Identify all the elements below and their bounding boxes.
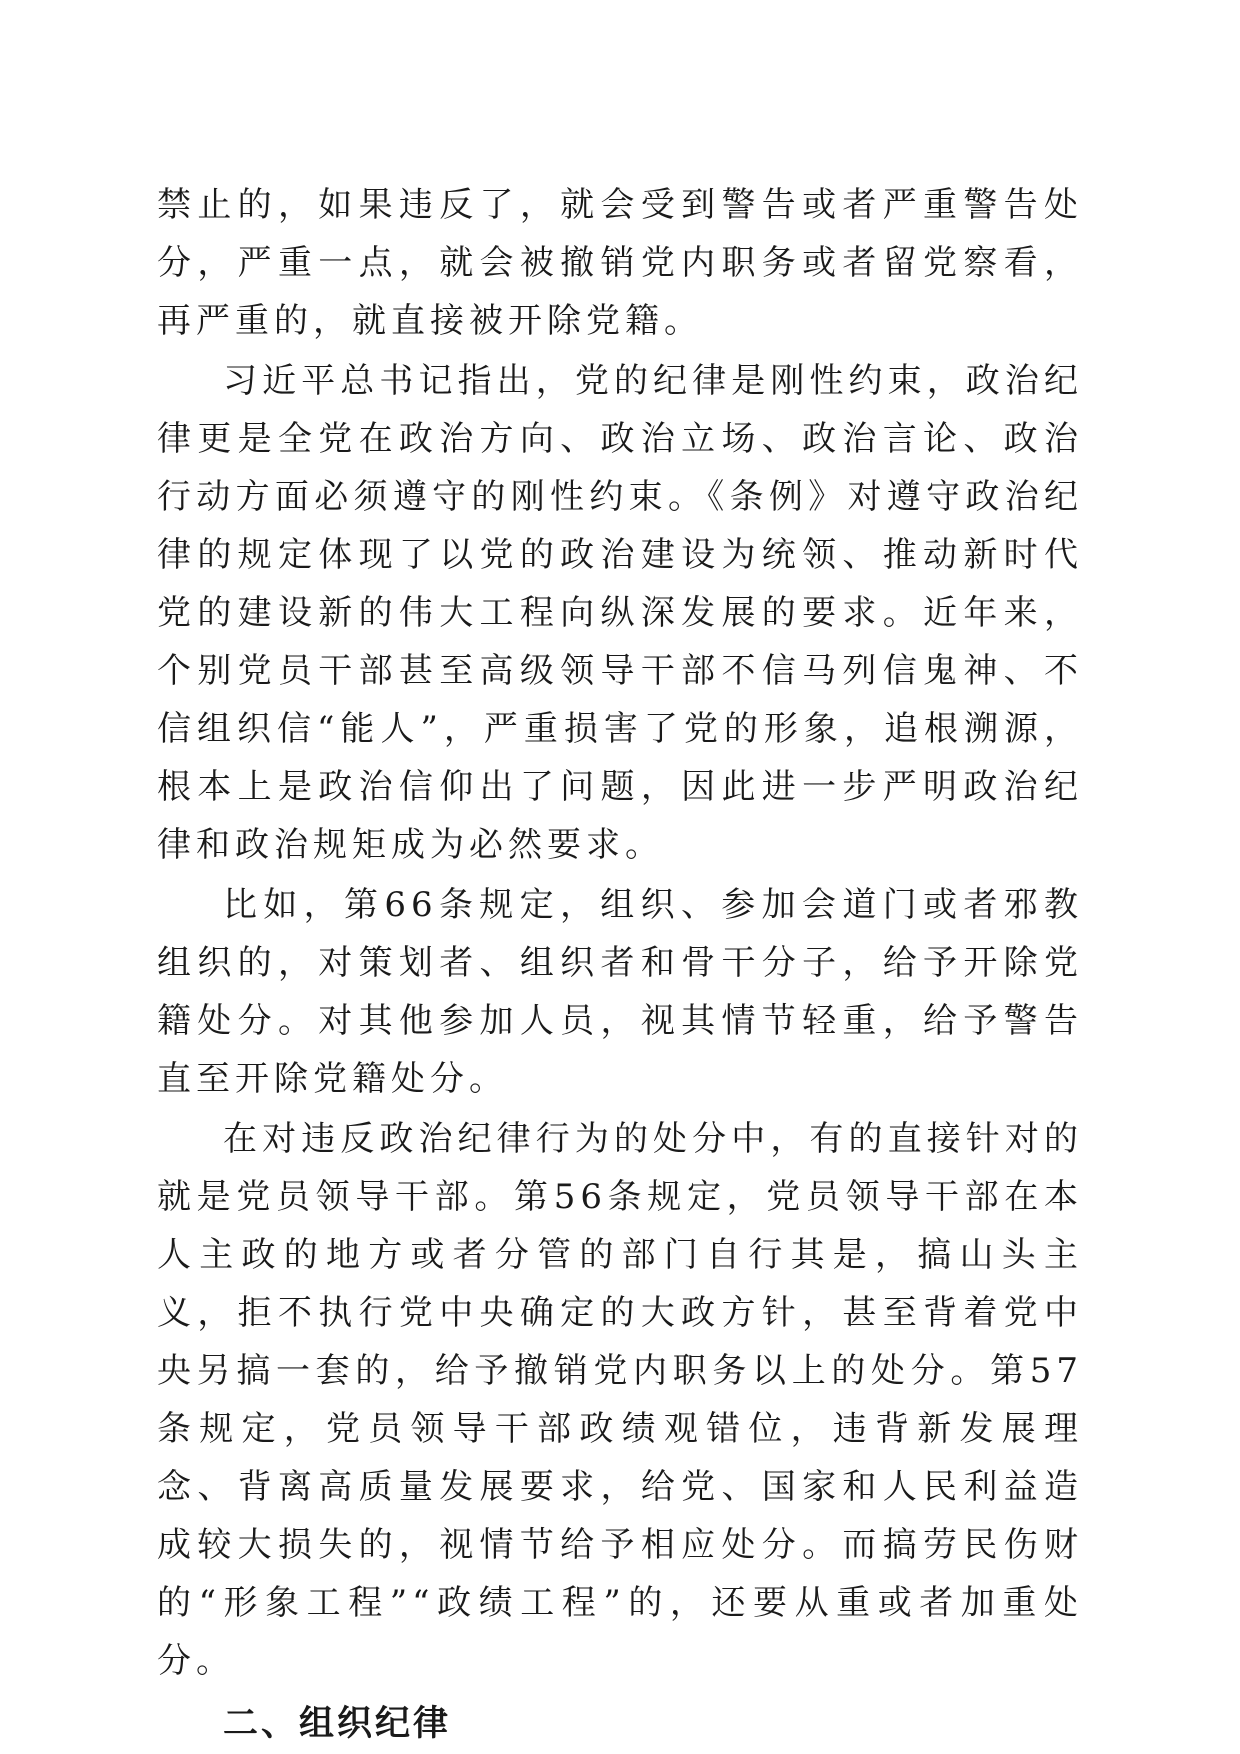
- paragraph-continuation: 禁止的，如果违反了，就会受到警告或者严重警告处分，严重一点，就会被撤销党内职务或者留党察看，再严重的，就直接被开除党籍。: [157, 185, 1083, 341]
- paragraph-article-66: 比如，第66条规定，组织、参加会道门或者邪教组织的，对策划者、组织者和骨干分子，给予开除党籍处分。对其他参加人员，视其情节轻重，给予警告直至开除党籍处分。: [157, 885, 1083, 1099]
- section-heading: 二、组织纪律: [223, 1704, 452, 1744]
- paragraph-articles-56-57: 在对违反政治纪律行为的处分中，有的直接针对的就是党员领导干部。第56条规定，党员领导干部在本人主政的地方或者分管的部门自行其是，搞山头主义，拒不执行党中央确定的大政方针，甚至背着党中央另搞一套的，给予撤销党内职务以上的处分。第57条规定，党员领导干部政绩观错位，违背新发展理念、背离高质量发展要求，给党、国家和人民利益造成较大损失的，视情节给予相应处分。而搞劳民伤财的“形象工程”“政绩工程”的，还要从重或者加重处分。: [157, 1119, 1083, 1681]
- document-page: [157, 176, 1083, 1754]
- paragraph-political-discipline: 习近平总书记指出，党的纪律是刚性约束，政治纪律更是全党在政治方向、政治立场、政治言论、政治行动方面必须遵守的刚性约束。《条例》对遵守政治纪律的规定体现了以党的政治建设为统领、推动新时代党的建设新的伟大工程向纵深发展的要求。近年来，个别党员干部甚至高级领导干部不信马列信鬼神、不信组织信“能人”，严重损害了党的形象，追根溯源，根本上是政治信仰出了问题，因此进一步严明政治纪律和政治规矩成为必然要求。: [157, 361, 1083, 865]
